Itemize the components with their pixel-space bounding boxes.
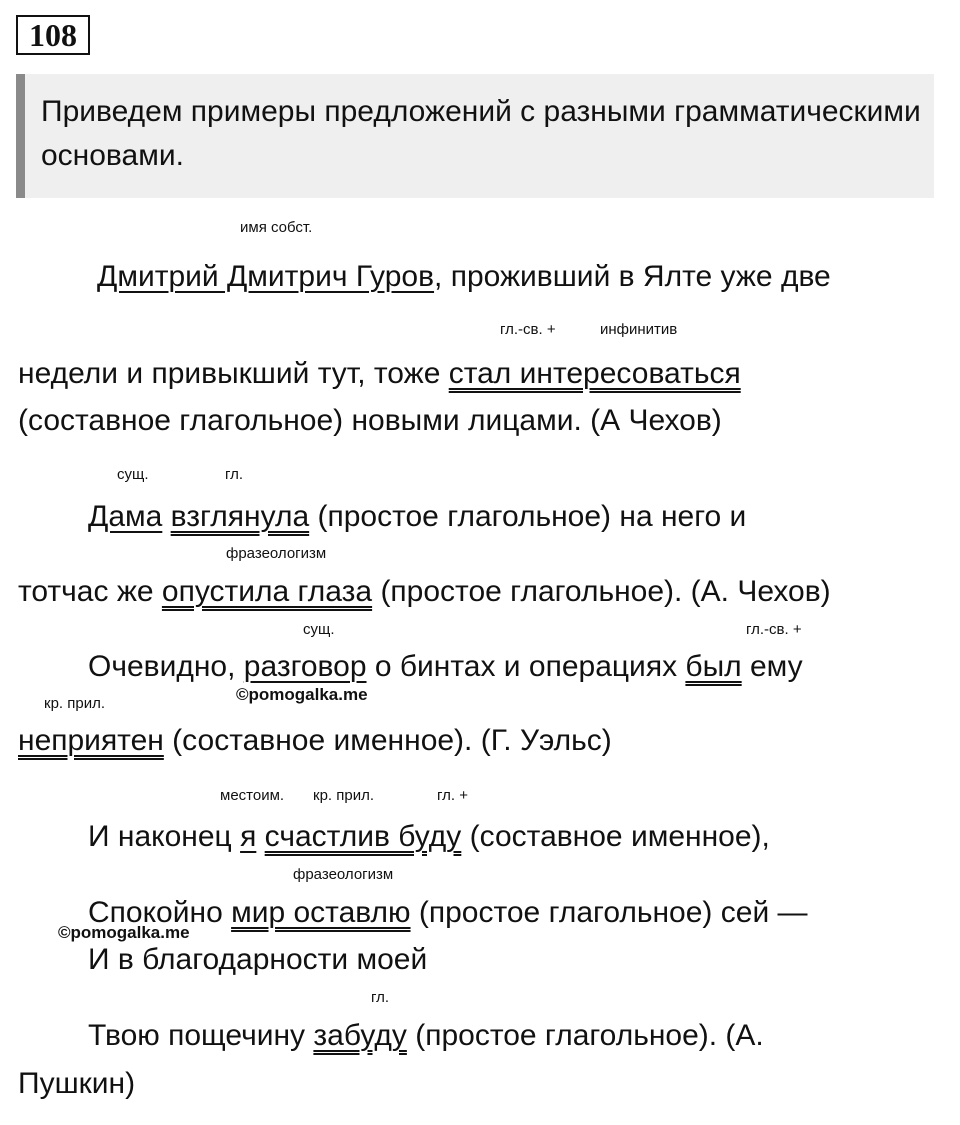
note-noun: сущ. — [117, 466, 149, 483]
subject: я — [240, 820, 257, 853]
subject: Дмитрий Дмитрич Гуров — [97, 260, 435, 293]
sentence-line: Дмитрий Дмитрич Гуров, проживший в Ялте уже две — [97, 260, 831, 293]
intro-text: Приведем примеры предложений с разными грамматическими основами. — [41, 95, 921, 172]
sentence-line: неприятен (составное именное). (Г. Уэльс) — [18, 724, 612, 757]
watermark: ©pomogalka.me — [236, 685, 368, 704]
note-verb: гл. — [225, 466, 244, 483]
sentence-line: тотчас же опустила глаза (простое глагольное). (А. Чехов) — [18, 575, 831, 608]
predicate: был — [685, 650, 742, 683]
note-verb-link: гл.-св. + — [500, 321, 556, 338]
intro-callout — [16, 74, 934, 198]
note-infinitive: инфинитив — [600, 321, 678, 338]
note-verb-link: гл.-св. + — [746, 621, 802, 638]
note-short-adjective: кр. прил. — [313, 787, 375, 804]
predicate: опустила глаза — [161, 575, 373, 608]
predicate: неприятен — [18, 724, 164, 757]
poem-line: Твою пощечину забуду (простое глагольное). (А. — [88, 1019, 764, 1052]
poem-line: И в благодарности моей — [88, 943, 428, 976]
note-pronoun: местоим. — [220, 787, 285, 804]
subject: Дама — [88, 500, 163, 533]
note-verb-link: гл. + — [437, 787, 468, 804]
watermark: ©pomogalka.me — [58, 923, 190, 942]
sentence-line: недели и привыкший тут, тоже стал интересоваться — [18, 357, 741, 390]
predicate: забуду — [313, 1019, 407, 1052]
note-idiom: фразеологизм — [226, 545, 327, 562]
predicate: взглянула — [170, 500, 310, 533]
task-number: 108 — [16, 15, 90, 55]
poem-line: Спокойно мир оставлю (простое глагольное) сей — — [88, 896, 808, 929]
note-idiom: фразеологизм — [293, 866, 394, 883]
note-verb: гл. — [371, 989, 390, 1006]
note-short-adjective: кр. прил. — [44, 695, 106, 712]
note-noun: сущ. — [303, 621, 335, 638]
sentence-line: Очевидно, разговор о бинтах и операциях был ему — [88, 650, 803, 683]
predicate: мир оставлю — [231, 896, 411, 929]
poem-line: Пушкин) — [18, 1067, 136, 1100]
sentence-line: И наконец я счастлив буду (составное именное), — [88, 820, 770, 853]
sentence-line: Дама взглянула (простое глагольное) на него и — [88, 500, 747, 533]
subject: разговор — [243, 650, 367, 683]
note-proper-noun: имя собст. — [240, 219, 313, 236]
predicate: счастлив буду — [264, 820, 462, 853]
sentence-line: (составное глагольное) новыми лицами. (А Чехов) — [18, 404, 722, 437]
predicate: стал интересоваться — [448, 357, 741, 390]
